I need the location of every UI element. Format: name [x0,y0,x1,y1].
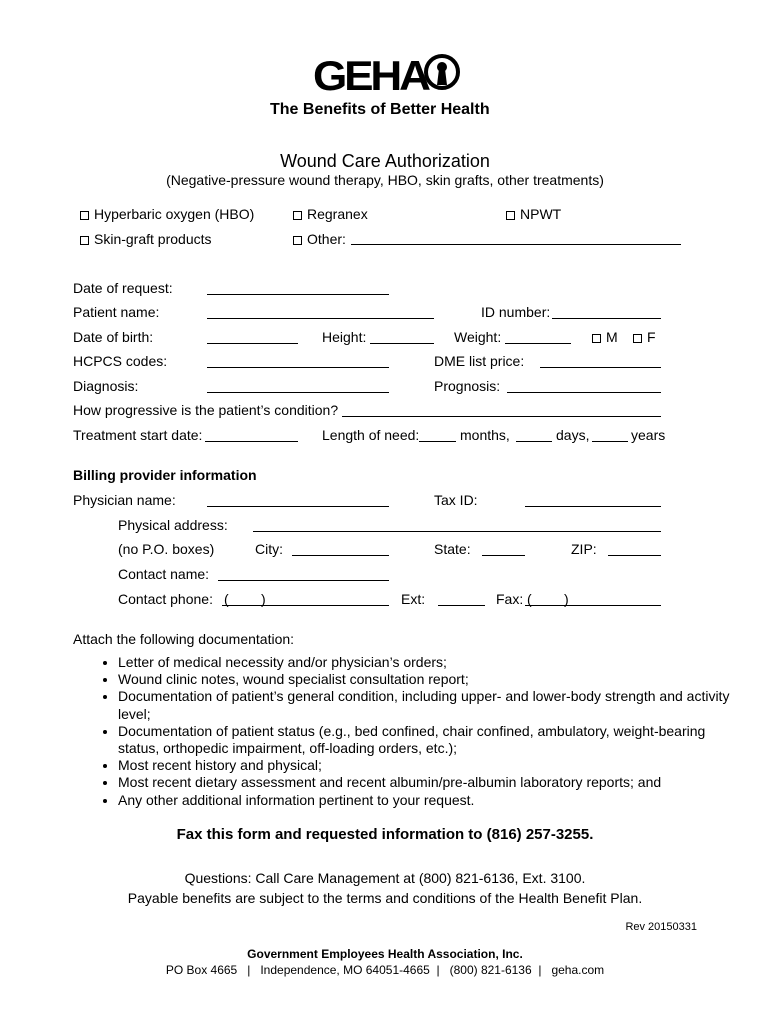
checkbox-icon[interactable] [506,211,515,220]
weight-label: Weight: [454,329,502,345]
page-title: Wound Care Authorization [280,151,490,171]
checkbox-icon[interactable] [293,236,302,245]
documentation-intro: Attach the following documentation: [73,631,295,647]
weight-field[interactable] [505,343,571,344]
checkbox-icon[interactable] [592,334,601,343]
date-of-request-label: Date of request: [73,280,173,296]
city-field[interactable] [292,555,389,556]
org-address: PO Box 4665 | Independence, MO 64051-4665 | (800) 821-6136 | geha.com [165,963,605,977]
list-item: • Most recent history and physical; [118,757,738,774]
checkbox-hbo[interactable]: Hyperbaric oxygen (HBO) [80,206,254,222]
fax-area-close: ) [564,591,569,607]
city-label: City: [255,541,283,557]
physician-name-field[interactable] [207,506,389,507]
prognosis-field[interactable] [507,392,661,393]
list-item: • Documentation of patient status (e.g., bed confined, chair confined, ambulatory, weight-bearing status, orthopedic impairment, off-loading orders, etc.); [118,723,738,757]
tagline: The Benefits of Better Health [270,101,490,118]
list-item: • Documentation of patient’s general condition, including upper- and lower-body strength and activity level; [118,688,738,722]
state-label: State: [434,541,471,557]
prognosis-label: Prognosis: [434,378,501,394]
logo-wordmark: GEHA [313,52,428,99]
keyhole-icon [423,53,461,93]
no-po-label: (no P.O. boxes) [118,541,215,557]
phone-area-close: ) [261,591,266,607]
tax-id-field[interactable] [525,506,661,507]
org-name: Government Employees Health Association, Inc. [247,947,523,961]
fax-field[interactable] [525,605,661,606]
years-label: years [631,427,666,443]
documentation-list [70,654,738,809]
list-item: • Any other additional information pertinent to your request. [118,792,738,809]
diagnosis-field[interactable] [207,392,389,393]
height-label: Height: [322,329,367,345]
questions-line: Questions: Call Care Management at (800) 821-6136, Ext. 3100. [184,870,586,886]
progressive-field[interactable] [342,416,661,417]
months-field[interactable] [419,441,456,442]
hcpcs-field[interactable] [207,367,389,368]
state-field[interactable] [482,555,525,556]
checkbox-npwt[interactable]: NPWT [506,206,561,222]
checkbox-other[interactable]: Other: [293,231,346,247]
date-of-request-field[interactable] [207,294,389,295]
other-field[interactable] [351,244,681,245]
date-of-birth-label: Date of birth: [73,329,154,345]
list-item: • Wound clinic notes, wound specialist consultation report; [118,671,738,688]
id-number-field[interactable] [552,318,661,319]
zip-field[interactable] [608,555,661,556]
checkbox-icon[interactable] [80,211,89,220]
height-field[interactable] [370,343,434,344]
months-label: months, [460,427,510,443]
diagnosis-label: Diagnosis: [73,378,139,394]
checkbox-icon[interactable] [80,236,89,245]
years-field[interactable] [592,441,628,442]
progressive-label: How progressive is the patient’s condition? [73,402,339,418]
checkbox-icon[interactable] [293,211,302,220]
ext-field[interactable] [438,605,485,606]
contact-name-field[interactable] [218,580,389,581]
dme-price-label: DME list price: [434,353,525,369]
checkbox-female[interactable]: F [633,329,656,345]
billing-heading: Billing provider information [73,467,257,483]
contact-phone-label: Contact phone: [118,591,213,607]
date-of-birth-field[interactable] [207,343,298,344]
fax-instruction: Fax this form and requested information to (816) 257-3255. [176,826,594,843]
hcpcs-label: HCPCS codes: [73,353,168,369]
phone-area-open: ( [224,591,229,607]
length-of-need-label: Length of need: [322,427,420,443]
fax-label: Fax: [496,591,524,607]
checkbox-skin-graft[interactable]: Skin-graft products [80,231,212,247]
days-label: days, [556,427,590,443]
list-item: • Most recent dietary assessment and recent albumin/pre-albumin laboratory reports; and [118,774,738,791]
checkbox-regranex[interactable]: Regranex [293,206,368,222]
zip-label: ZIP: [571,541,597,557]
physical-address-field[interactable] [253,531,661,532]
physical-address-label: Physical address: [118,517,228,533]
contact-name-label: Contact name: [118,566,210,582]
page-subtitle: (Negative-pressure wound therapy, HBO, skin grafts, other treatments) [166,172,604,188]
contact-phone-field[interactable] [222,605,389,606]
patient-name-label: Patient name: [73,304,160,320]
payable-benefits-line: Payable benefits are subject to the terms and conditions of the Health Benefit Plan. [127,890,643,906]
patient-name-field[interactable] [207,318,434,319]
start-date-label: Treatment start date: [73,427,203,443]
revision-number: Rev 20150331 [625,921,697,933]
ext-label: Ext: [401,591,426,607]
checkbox-icon[interactable] [633,334,642,343]
physician-name-label: Physician name: [73,492,176,508]
fax-area-open: ( [527,591,532,607]
checkbox-male[interactable]: M [592,329,618,345]
tax-id-label: Tax ID: [434,492,478,508]
dme-price-field[interactable] [540,367,661,368]
days-field[interactable] [516,441,552,442]
id-number-label: ID number: [481,304,551,320]
start-date-field[interactable] [205,441,298,442]
list-item: • Letter of medical necessity and/or physician’s orders; [118,654,738,671]
